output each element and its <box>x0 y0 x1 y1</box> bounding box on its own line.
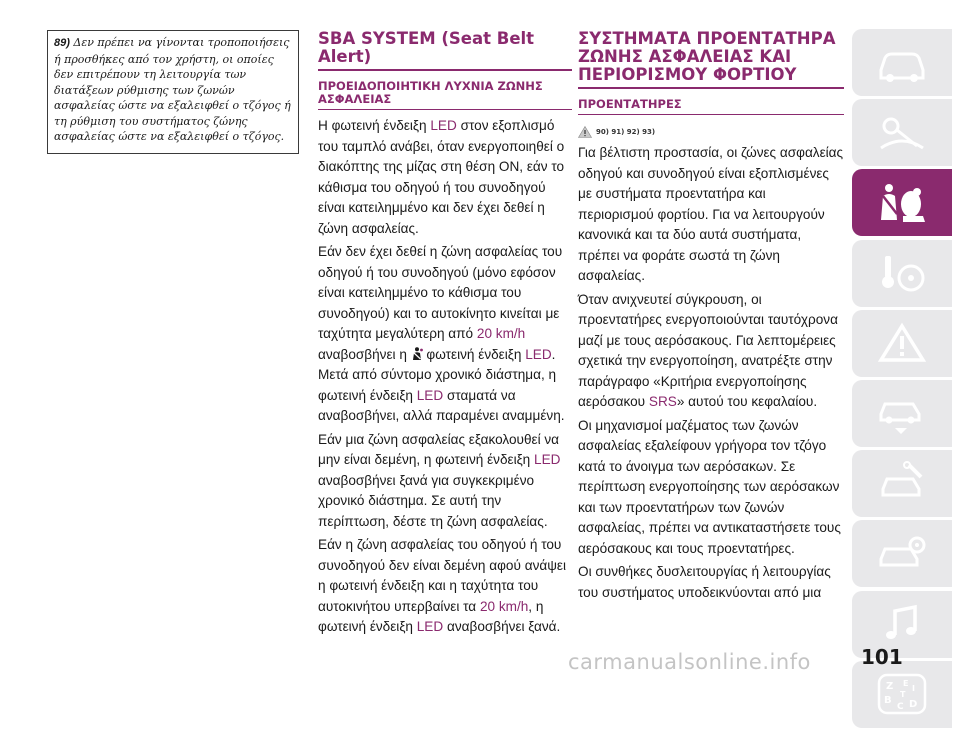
section-pretensioners <box>578 30 844 606</box>
tab-warnings[interactable] <box>852 310 952 377</box>
note-number: 89) <box>54 37 70 49</box>
svg-text:Z: Z <box>886 681 894 693</box>
tab-starting[interactable] <box>852 240 952 307</box>
svg-text:E: E <box>903 679 909 689</box>
tab-safety[interactable] <box>852 169 952 236</box>
section-title-sba: SBA SYSTEM (Seat Belt Alert) <box>318 29 535 66</box>
car-icon <box>873 40 931 86</box>
tab-maintenance[interactable] <box>852 450 952 517</box>
svg-text:B: B <box>884 695 892 707</box>
paragraph: Όταν ανιχνευτεί σύγκρουση, οι προεντατήρες ενεργοποιούνται ταυτόχρονα μαζί με τους αερόσακους. Για λεπτομέρειες σχετικά την ενεργοποίηση, ανατρέξτε στην παράγραφο «Κριτήρια ενεργοποίησης αερόσακου SRS» αυτού του κεφαλαίου. <box>578 291 838 409</box>
subtitle-divider <box>578 114 844 115</box>
section-sba-system <box>318 30 572 641</box>
page-number: 101 <box>861 645 903 669</box>
key-steering-icon <box>873 250 931 296</box>
seat-airbag-icon <box>873 180 931 226</box>
warning-note-text: 89) Δεν πρέπει να γίνονται τροποποιήσεις ή προσθήκες από τον χρήστη, οι οποίες δεν επιτρέπουν τη λειτουργία των διατάξεων ρύθμισης των ζωνών ασφαλείας ώστε να εξαλειφθεί ο τζόγος ή τη ρύθμιση του συστήματος ζώνης ασφαλείας ώστε να εξαλειφθεί ο τζόγος. <box>54 36 291 143</box>
sba-body-text <box>318 116 572 638</box>
subsection-title-pretensioners: ΠΡΟΕΝΤΑΤΗΡΕΣ <box>578 97 682 111</box>
paragraph: Εάν μια ζώνη ασφαλείας εξακολουθεί να μην είναι δεμένη, η φωτεινή ένδειξη LED αναβοσβήνει ξανά για συγκεκριμένο χρονικό διάστημα. Σε αυτή την περίπτωση, δέστε τη ζώνη ασφαλείας. <box>318 431 561 529</box>
gear-car-icon <box>873 531 931 577</box>
pretensioner-body-text <box>578 143 844 603</box>
svg-text:T: T <box>900 690 906 700</box>
warning-triangle-icon <box>578 126 592 138</box>
warning-icon <box>873 320 931 366</box>
subtitle-divider <box>318 109 572 110</box>
warning-ref-numbers: 90) 91) 92) 93) <box>596 128 656 136</box>
watermark: carmanualsonline.info <box>568 650 811 674</box>
alphabet-index-icon <box>873 671 931 717</box>
key-dashboard-icon <box>873 110 931 156</box>
paragraph: Η φωτεινή ένδειξη LED στον εξοπλισμό του ταμπλό ανάβει, όταν ενεργοποιηθεί ο διακόπτης της μίζας στη θέση ON, εάν το κάθισμα του οδηγού ή του συνοδηγού είναι κατειλημμένο και δεν έχει δεθεί η ζώνη ασφαλείας. <box>318 118 565 236</box>
paragraph: Εάν η ζώνη ασφαλείας του οδηγού ή του συνοδηγού δεν είναι δεμένη αφού ανάψει η φωτεινή ένδειξη και η ταχύτητα του αυτοκινήτου υπερβαίνει τα 20 km/h, η φωτεινή ένδειξη LED αναβοσβήνει ξανά. <box>318 537 566 634</box>
svg-text:D: D <box>909 699 918 711</box>
svg-text:I: I <box>912 684 915 694</box>
seat-belt-warning-icon <box>411 347 423 361</box>
chapter-tabs <box>852 29 960 731</box>
section-title-pretensioners: ΣΥΣΤΗΜΑΤΑ ΠΡΟΕΝΤΑΤΗΡΑ ΖΩΝΗΣ ΑΣΦΑΛΕΙΑΣ ΚΑΙ ΠΕΡΙΟΡΙΣΜΟΥ ΦΟΡΤΙΟΥ <box>578 29 836 84</box>
subsection-title-belt-warning-light: ΠΡΟΕΙΔΟΠΟΙΗΤΙΚΗ ΛΥΧΝΙΑ ΖΩΝΗΣ ΑΣΦΑΛΕΙΑΣ <box>318 79 543 106</box>
paragraph: Οι μηχανισμοί μαζέματος των ζωνών ασφαλείας εξαλείφουν γρήγορα τον τζόγο κατά το άνοιγμα των αερόσακων. Σε περίπτωση ενεργοποίησης των αερόσακων και των προεντατήρων των ζωνών ασφαλείας, πρέπει να αντικαταστήσετε τους αερόσακους και τους προεντατήρες. <box>578 417 841 556</box>
wrench-car-icon <box>873 461 931 507</box>
paragraph: Για βέλτιστη προστασία, οι ζώνες ασφαλείας οδηγού και συνοδηγού είναι εξοπλισμένες με συστήματα προεντατήρα και περιορισμού φορτίου. Για να λειτουργούν κανονικά και τα δύο αυτά συστήματα, πρέπει να φοράτε σωστά τη ζώνη ασφαλείας. <box>578 145 844 283</box>
music-icon <box>873 601 931 647</box>
paragraph: Οι συνθήκες δυσλειτουργίας ή λειτουργίας του συστήματος υποδεικνύονται από μια <box>578 564 831 600</box>
tab-dashboard[interactable] <box>852 99 952 166</box>
car-lift-icon <box>873 390 931 436</box>
warning-references <box>578 125 844 139</box>
warning-note-box <box>47 30 299 154</box>
tab-car[interactable] <box>852 29 952 96</box>
paragraph: Εάν δεν έχει δεθεί η ζώνη ασφαλείας του οδηγού ή του συνοδηγού (μόνο εφόσον είναι κατειλημμένο το κάθισμα του συνοδηγού) και το αυτοκίνητο κινείται με ταχύτητα μεγαλύτερη από 20 km/h αναβοσβήνει η φωτεινή ένδειξη LED. Μετά από σύντομο χρονικό διάστημα, η φωτεινή ένδειξη LED σταματά να αναβοσβήνει, αλλά παραμένει αναμμένη. <box>318 244 565 423</box>
title-divider <box>318 69 572 71</box>
svg-text:C: C <box>897 702 904 713</box>
tab-index[interactable] <box>852 661 952 728</box>
tab-emergency[interactable] <box>852 380 952 447</box>
tab-technical-data[interactable] <box>852 520 952 587</box>
title-divider <box>578 87 844 89</box>
